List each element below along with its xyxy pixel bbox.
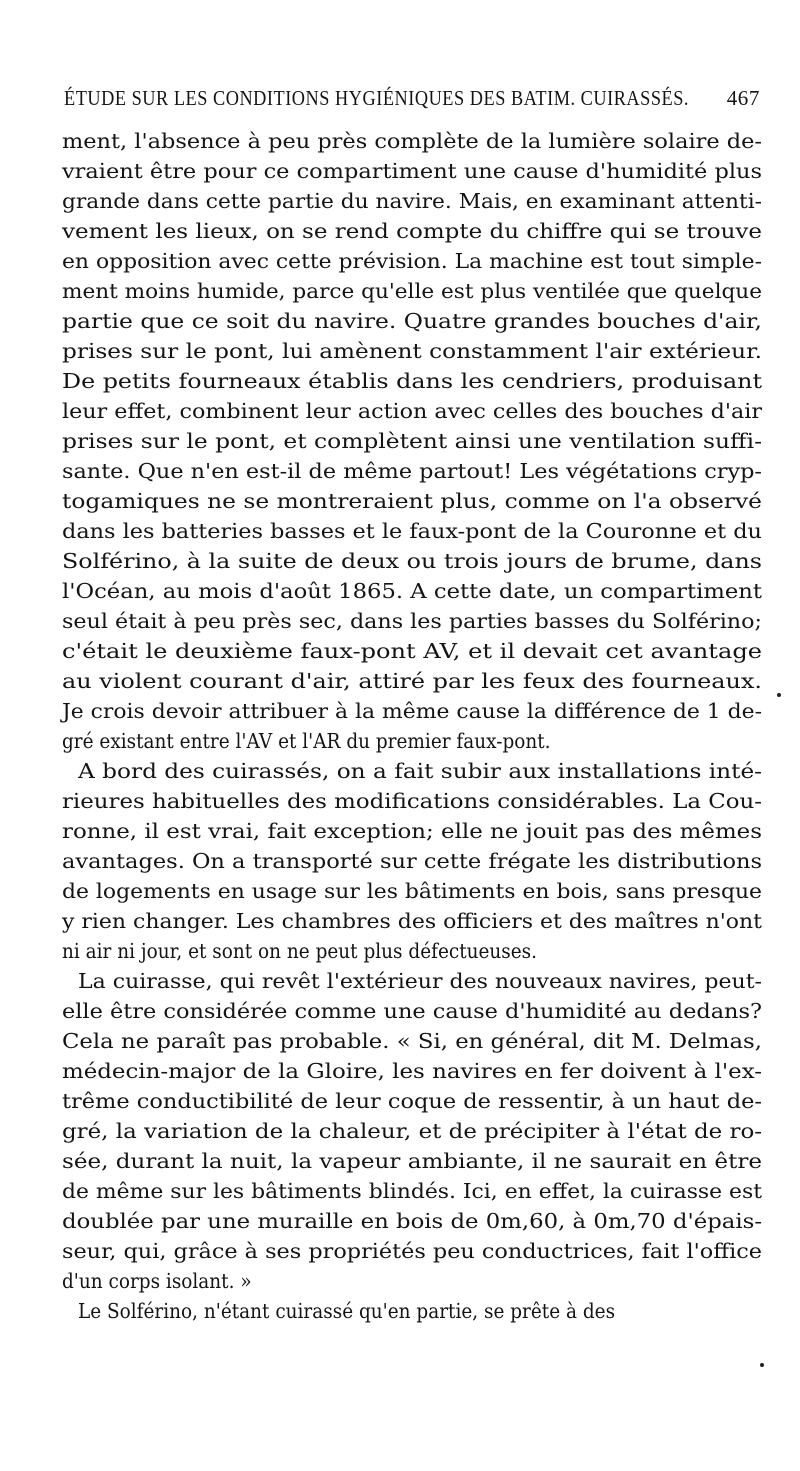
text-line: y rien changer. Les chambres des officiers et des maîtres n'ont: [62, 909, 762, 933]
text-line: leur effet, combinent leur action avec celles des bouches d'air: [62, 399, 763, 423]
text-line: La cuirasse, qui revêt l'extérieur des nouveaux navires, peut-: [78, 969, 763, 993]
text-line: seul était à peu près sec, dans les parties basses du Solférino;: [62, 609, 762, 633]
text-line: prises sur le pont, et complètent ainsi une ventilation suffi-: [62, 429, 762, 453]
text-line: Solférino, à la suite de deux ou trois jours de brume, dans: [62, 549, 763, 573]
text-line: vement les lieux, on se rend compte du chiffre qui se trouve: [62, 219, 762, 243]
text-line: médecin-major de la Gloire, les navires en fer doivent à l'ex-: [62, 1059, 762, 1083]
text-line: Cela ne paraît pas probable. « Si, en général, dit M. Delmas,: [62, 1029, 762, 1053]
text-line: ni air ni jour, et sont on ne peut plus défectueuses.: [62, 939, 538, 963]
text-line: togamiques ne se montreraient plus, comme on l'a observé: [62, 489, 762, 513]
page-number: 467: [726, 86, 760, 110]
text-line: ment moins humide, parce qu'elle est plus ventilée que quelque: [62, 279, 762, 303]
text-line: avantages. On a transporté sur cette frégate les distributions: [62, 849, 763, 873]
text-line: en opposition avec cette prévision. La machine est tout simple-: [62, 249, 762, 273]
text-line: doublée par une muraille en bois de 0m,60, à 0m,70 d'épais-: [62, 1209, 763, 1233]
text-line: rieures habituelles des modifications considérables. La Cou-: [62, 789, 763, 813]
margin-speck: [760, 1363, 764, 1367]
text-line: dans les batteries basses et le faux-pont de la Couronne et du: [62, 519, 762, 543]
text-line: A bord des cuirassés, on a fait subir aux installations inté-: [78, 759, 763, 783]
text-line: seur, qui, grâce à ses propriétés peu conductrices, fait l'office: [62, 1239, 762, 1263]
text-line: sante. Que n'en est-il de même partout! Les végétations cryp-: [62, 459, 762, 483]
text-line: gré, la variation de la chaleur, et de précipiter à l'état de ro-: [62, 1119, 763, 1143]
text-line: partie que ce soit du navire. Quatre grandes bouches d'air,: [62, 309, 763, 333]
text-line: prises sur le pont, lui amènent constamment l'air extérieur.: [62, 339, 763, 363]
text-line: grande dans cette partie du navire. Mais, en examinant attenti-: [62, 189, 762, 213]
page-header: [64, 86, 760, 114]
text-line: au violent courant d'air, attiré par les feux des fourneaux.: [62, 669, 763, 693]
text-line: vraient être pour ce compartiment une cause d'humidité plus: [62, 159, 763, 183]
body-text: [62, 126, 762, 1326]
text-line: ment, l'absence à peu près complète de la lumière solaire de-: [62, 129, 763, 153]
text-line: De petits fourneaux établis dans les cendriers, produisant: [62, 369, 763, 393]
text-line: Je crois devoir attribuer à la même cause la différence de 1 de-: [62, 699, 763, 723]
text-line: gré existant entre l'AV et l'AR du premier faux-pont.: [62, 729, 551, 753]
text-line: ronne, il est vrai, fait exception; elle ne jouit pas des mêmes: [62, 819, 762, 843]
text-line: d'un corps isolant. »: [62, 1269, 252, 1293]
running-title: ÉTUDE SUR LES CONDITIONS HYGIÉNIQUES DES BATIM. CUIRASSÉS.: [64, 86, 690, 110]
margin-speck: [777, 693, 781, 697]
text-line: de logements en usage sur les bâtiments en bois, sans presque: [62, 879, 763, 903]
text-line: sée, durant la nuit, la vapeur ambiante, il ne saurait en être: [62, 1149, 762, 1173]
text-line: Le Solférino, n'étant cuirassé qu'en partie, se prête à des: [78, 1299, 616, 1323]
text-line: elle être considérée comme une cause d'humidité au dedans?: [62, 999, 763, 1023]
text-line: trême conductibilité de leur coque de ressentir, à un haut de-: [62, 1089, 762, 1113]
text-line: c'était le deuxième faux-pont AV, et il devait cet avantage: [62, 639, 763, 663]
text-line: l'Océan, au mois d'août 1865. A cette date, un compartiment: [62, 579, 763, 603]
text-line: de même sur les bâtiments blindés. Ici, en effet, la cuirasse est: [62, 1179, 763, 1203]
